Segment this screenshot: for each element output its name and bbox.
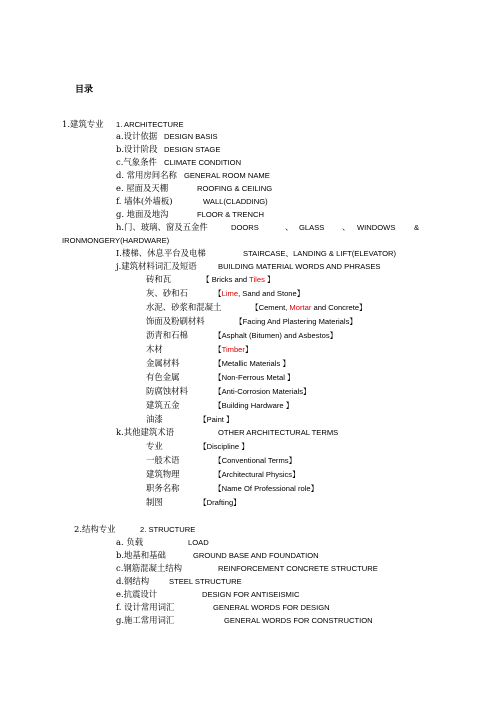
toc-1f-cn: f. 墙体(外墙板) xyxy=(116,196,173,206)
term-item-cn: 专业 xyxy=(146,441,163,451)
toc-2d-cn: d.钢结构 xyxy=(116,576,150,586)
toc-1h-ampersand: & xyxy=(414,223,420,232)
section-1-title-cn: 1.建筑专业 xyxy=(62,119,104,129)
material-item-cn: 防腐蚀材料 xyxy=(146,386,188,396)
toc-1k-cn: k.其他建筑术语 xyxy=(116,427,174,437)
material-item-cn: 有色金属 xyxy=(146,372,180,382)
term-item-en: 【Discipline 】 xyxy=(199,442,249,451)
material-item-cn: 建筑五金 xyxy=(146,400,180,410)
material-item-en: 【Timber】 xyxy=(214,345,253,354)
toc-1e-cn: e. 屋面及天棚 xyxy=(116,183,169,193)
toc-1h-en-ironmongery: IRONMONGERY(HARDWARE) xyxy=(62,236,170,245)
toc-2g-en: GENERAL WORDS FOR CONSTRUCTION xyxy=(224,616,373,625)
toc-2c-cn: c.钢筋混凝土结构 xyxy=(116,563,182,573)
material-item-en: 【Lime, Sand and Stone】 xyxy=(214,289,305,298)
material-item-cn: 油漆 xyxy=(146,414,163,424)
material-item-cn: 灰、砂和石 xyxy=(146,288,188,298)
material-item-cn: 木材 xyxy=(146,344,163,354)
material-item-cn: 砖和瓦 xyxy=(146,274,172,284)
term-item-en: 【Architectural Physics】 xyxy=(214,470,300,479)
toc-1i-cn: I.楼梯、休息平台及电梯 xyxy=(116,248,206,258)
toc-1a-cn: a.设计依据 xyxy=(116,131,158,141)
toc-2e-cn: e.抗震设计 xyxy=(116,589,158,599)
toc-1h-sep-2: 、 xyxy=(342,222,351,232)
material-item-en: 【Building Hardware 】 xyxy=(214,401,294,410)
toc-1g-en: FLOOR & TRENCH xyxy=(197,210,264,219)
toc-2d-en: STEEL STRUCTURE xyxy=(169,577,242,586)
page-title: 目录 xyxy=(75,85,94,95)
material-item-en: 【Facing And Plastering Materials】 xyxy=(235,317,357,326)
toc-1h-sep-1: 、 xyxy=(285,222,294,232)
term-item-en: 【Name Of Professional role】 xyxy=(214,484,319,493)
toc-1d-en: GENERAL ROOM NAME xyxy=(184,171,270,180)
toc-1a-en: DESIGN BASIS xyxy=(164,132,218,141)
material-item-en: 【Non-Ferrous Metal 】 xyxy=(214,373,295,382)
toc-1h-en-glass: GLASS xyxy=(299,223,325,232)
toc-2c-en: REINFORCEMENT CONCRETE STRUCTURE xyxy=(218,564,378,573)
toc-1i-en: STAIRCASE、LANDING & LIFT(ELEVATOR) xyxy=(243,249,397,258)
toc-1f-en: WALL(CLADDING) xyxy=(203,197,268,206)
term-item-cn: 制图 xyxy=(146,497,163,507)
toc-1g-cn: g. 地面及地沟 xyxy=(116,209,169,219)
material-item-en: 【Metallic Materials 】 xyxy=(214,359,290,368)
toc-1b-cn: b.设计阶段 xyxy=(116,144,158,154)
section-2-title-cn: 2.结构专业 xyxy=(74,524,116,534)
term-item-cn: 一般术语 xyxy=(146,455,180,465)
toc-1c-cn: c.气象条件 xyxy=(116,157,157,167)
material-item-cn: 金属材料 xyxy=(146,358,180,368)
toc-1k-en: OTHER ARCHITECTURAL TERMS xyxy=(218,428,339,437)
toc-2g-cn: g.施工常用词汇 xyxy=(116,615,175,625)
toc-2b-en: GROUND BASE AND FOUNDATION xyxy=(193,551,319,560)
term-item-en: 【Drafting】 xyxy=(199,498,241,507)
toc-1h-cn: h.门、玻璃、窗及五金件 xyxy=(116,222,208,232)
toc-1e-en: ROOFING & CEILING xyxy=(197,184,273,193)
section-1-title-en: 1. ARCHITECTURE xyxy=(116,120,184,129)
term-item-cn: 建筑物理 xyxy=(146,469,180,479)
material-item-en: 【Paint 】 xyxy=(199,415,234,424)
term-item-cn: 职务名称 xyxy=(146,483,180,493)
toc-1b-en: DESIGN STAGE xyxy=(164,145,221,154)
toc-2e-en: DESIGN FOR ANTISEISMIC xyxy=(202,590,300,599)
material-item-en: 【 Bricks and Tiles 】 xyxy=(202,275,275,284)
toc-1c-en: CLIMATE CONDITION xyxy=(164,158,242,167)
material-item-cn: 沥青和石棉 xyxy=(146,330,188,340)
material-item-en: 【Anti-Corrosion Materials】 xyxy=(214,387,311,396)
section-2-title-en: 2. STRUCTURE xyxy=(140,525,196,534)
toc-1j-en: BUILDING MATERIAL WORDS AND PHRASES xyxy=(218,262,381,271)
toc-1h-en-windows: WINDOWS xyxy=(357,223,396,232)
material-item-cn: 水泥、砂浆和混凝土 xyxy=(146,302,222,312)
toc-1d-cn: d. 常用房间名称 xyxy=(116,170,177,180)
toc-2b-cn: b.地基和基础 xyxy=(116,550,166,560)
material-item-en: 【Asphalt (Bitumen) and Asbestos】 xyxy=(214,331,338,340)
material-item-en: 【Cement, Mortar and Concrete】 xyxy=(251,303,367,312)
toc-1h-en-doors: DOORS xyxy=(231,223,259,232)
toc-2f-cn: f. 设计常用词汇 xyxy=(116,602,175,612)
term-item-en: 【Conventional Terms】 xyxy=(214,456,297,465)
toc-2f-en: GENERAL WORDS FOR DESIGN xyxy=(213,603,330,612)
toc-2a-en: LOAD xyxy=(188,538,209,547)
toc-2a-cn: a. 负载 xyxy=(116,537,144,547)
toc-1j-cn: j.建筑材料词汇及短语 xyxy=(116,261,197,271)
material-item-cn: 饰面及粉刷材料 xyxy=(146,316,205,326)
